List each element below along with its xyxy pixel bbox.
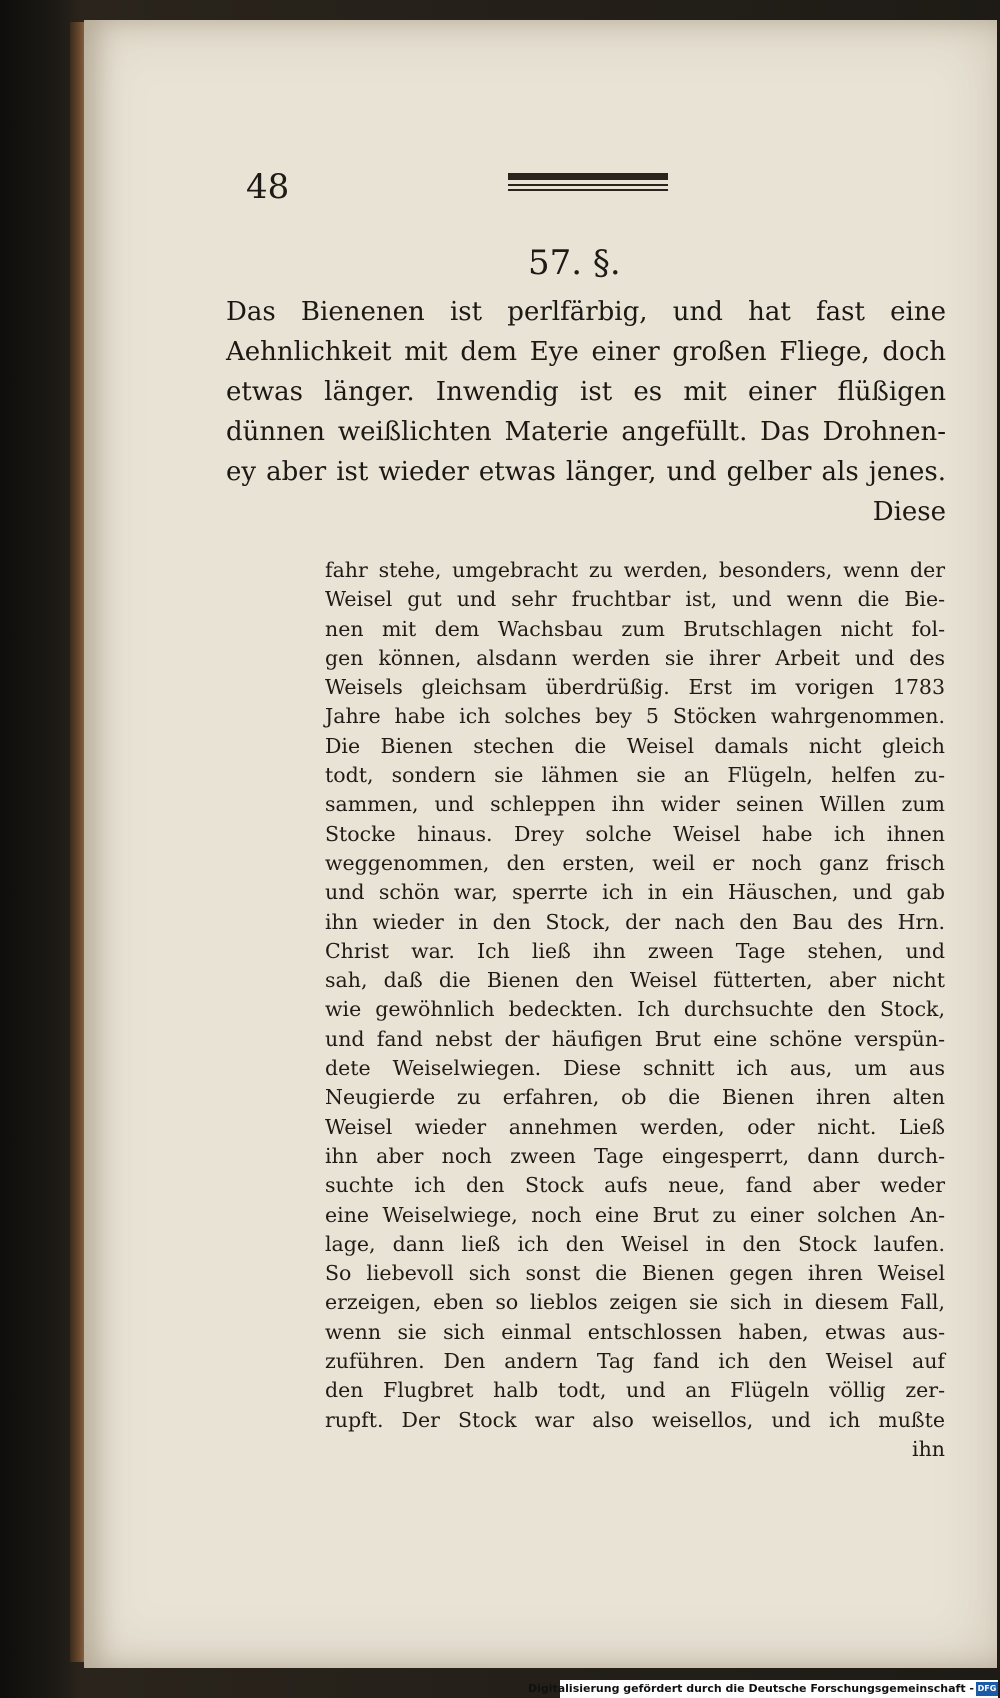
section-heading: 57. §. (528, 243, 621, 283)
text-line: Weisel wieder annehmen werden, oder nicht. Ließ (325, 1114, 945, 1139)
text-line: sah, daß die Bienen den Weisel fütterten, aber nicht (325, 968, 945, 993)
text-line: eine Weiselwiege, noch eine Brut zu einer solchen An- (325, 1202, 945, 1227)
text-line: Die Bienen stechen die Weisel damals nicht gleich (325, 733, 945, 758)
text-line: etwas länger. Inwendig ist es mit einer flüßigen (226, 377, 946, 407)
dfg-logo-icon: DFG (976, 1682, 998, 1696)
text-line: ihn aber noch zween Tage eingesperrt, dann durch- (325, 1143, 945, 1168)
text-line: gen können, alsdann werden sie ihrer Arbeit und des (325, 645, 945, 670)
text-line: fahr stehe, umgebracht zu werden, besonders, wenn der (325, 558, 945, 582)
text-line: Weisels gleichsam überdrüßig. Erst im vorigen 1783 (325, 675, 945, 700)
funding-credit: Digitalisierung gefördert durch die Deutsche Forschungsgemeinschaft - (527, 1682, 974, 1695)
catchword: ihn (912, 1436, 945, 1461)
text-line: wie gewöhnlich bedeckten. Ich durchsuchte den Stock, (325, 997, 945, 1022)
text-line: todt, sondern sie lähmen sie an Flügeln, helfen zu- (325, 763, 945, 788)
catchword: Diese (872, 497, 946, 527)
text-line: Aehnlichkeit mit dem Eye einer großen Fliege, doch (226, 337, 946, 367)
text-line: So liebevoll sich sonst die Bienen gegen ihren Weisel (325, 1261, 945, 1286)
text-line: erzeigen, eben so lieblos zeigen sie sich in diesem Fall, (325, 1290, 945, 1315)
text-line: ey aber ist wieder etwas länger, und gelber als jenes. (226, 457, 946, 487)
text-line: Weisel gut und sehr fruchtbar ist, und wenn die Bie- (325, 587, 945, 612)
text-line: Christ war. Ich ließ ihn zween Tage stehen, und (325, 938, 945, 963)
text-line: rupft. Der Stock war also weisellos, und ich mußte (325, 1407, 945, 1432)
text-line: lage, dann ließ ich den Weisel in den Stock laufen. (325, 1231, 945, 1256)
text-line: Neugierde zu erfahren, ob die Bienen ihren alten (325, 1085, 945, 1110)
text-line: dete Weiselwiegen. Diese schnitt ich aus, um aus (325, 1056, 945, 1081)
text-line: ihn wieder in den Stock, der nach den Bau des Hrn. (325, 909, 945, 934)
text-line: suchte ich den Stock aufs neue, fand aber weder (325, 1173, 945, 1198)
text-line: nen mit dem Wachsbau zum Brutschlagen nicht fol- (325, 616, 945, 641)
text-line: Das Bienenen ist perlfärbig, und hat fast eine (226, 297, 946, 327)
text-line: Stocke hinaus. Drey solche Weisel habe ich ihnen (325, 821, 945, 846)
text-line: zuführen. Den andern Tag fand ich den Weisel auf (325, 1349, 945, 1374)
text-line: dünnen weißlichten Materie angefüllt. Das Drohnen- (226, 417, 946, 447)
text-line: Jahre habe ich solches bey 5 Stöcken wahrgenommen. (325, 704, 945, 729)
text-line: weggenommen, den ersten, weil er noch ganz frisch (325, 850, 945, 875)
text-line: den Flugbret halb todt, und an Flügeln völlig zer- (325, 1378, 945, 1403)
page-number: 48 (246, 167, 290, 207)
header-ornament-rule (508, 173, 668, 195)
upper-text-block (226, 292, 946, 532)
text-line: und fand nebst der häufigen Brut eine schöne verspün- (325, 1026, 945, 1051)
text-line: wenn sie sich einmal entschlossen haben, etwas aus- (325, 1319, 945, 1344)
text-line: und schön war, sperrte ich in ein Häuschen, und gab (325, 880, 945, 905)
text-line: sammen, und schleppen ihn wider seinen Willen zum (325, 792, 945, 817)
lower-text-block (325, 556, 945, 1464)
